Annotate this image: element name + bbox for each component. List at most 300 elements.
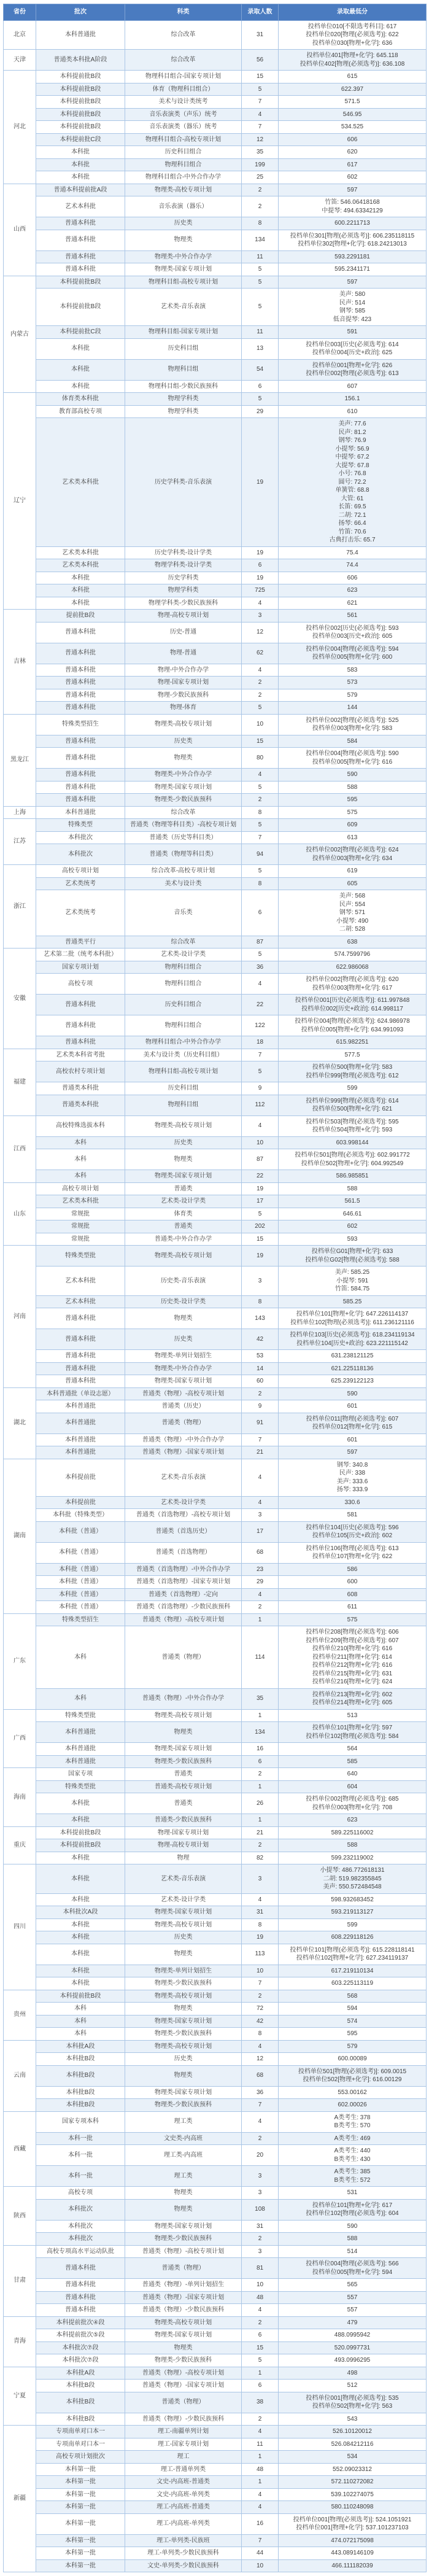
table-row (4, 949, 427, 961)
score-line: 钢琴: 340.8 (336, 1461, 368, 1468)
table-row (4, 2111, 427, 2132)
table-row (4, 2099, 427, 2112)
category-cell: 物理类-高校专项计划 (125, 184, 242, 196)
count-cell: 11 (242, 326, 279, 339)
batch-cell: 高校专项 (36, 2187, 125, 2200)
batch-cell: 本科 (36, 1688, 125, 1709)
count-cell: 19 (242, 1931, 279, 1944)
category-cell: 普通类-中外合作办学 (125, 1233, 242, 1246)
score-line: 144 (347, 704, 358, 711)
category-cell: 物理类-单列计划招生 (125, 1350, 242, 1363)
category-cell: 普通类（历史） (125, 1400, 242, 1413)
table-row (4, 1521, 427, 1542)
score-line: 573 (347, 679, 358, 686)
score-line: 617.219110134 (331, 1967, 374, 1974)
score-line: 单簧管: 68.8 (335, 487, 369, 494)
count-cell: 16 (242, 1743, 279, 1756)
table-row (4, 359, 427, 380)
batch-cell: 提前批B段 (36, 610, 125, 623)
min-score-cell (279, 1542, 427, 1563)
batch-cell: 本科批 (36, 359, 125, 380)
score-line: 512 (347, 2382, 358, 2389)
batch-cell: 普通本科批 (36, 1308, 125, 1329)
table-row (4, 1814, 427, 1827)
count-cell: 22 (242, 995, 279, 1015)
min-score-cell (279, 794, 427, 807)
batch-cell: 艺术类本科批 (36, 559, 125, 572)
min-score-cell (279, 2559, 427, 2572)
batch-cell: 普通本科批 (36, 1036, 125, 1049)
min-score-cell (279, 2291, 427, 2304)
table-row (4, 2003, 427, 2015)
batch-cell: 普通本科批 (36, 230, 125, 250)
score-line: 622.397 (341, 85, 364, 93)
table-row (4, 1755, 427, 1768)
score-line: 572.110272082 (331, 2478, 374, 2485)
batch-cell: 本科批 (36, 158, 125, 171)
count-cell: 21 (242, 1446, 279, 1459)
table-row (4, 597, 427, 610)
count-cell: 13 (242, 338, 279, 359)
min-score-cell (279, 1387, 427, 1400)
table-row (4, 2413, 427, 2426)
score-line: 586 (347, 1565, 358, 1573)
category-cell: 物理类 (125, 230, 242, 250)
min-score-cell (279, 1233, 427, 1246)
batch-cell: 本科批次 (36, 844, 125, 865)
score-line: 565 (347, 2281, 358, 2288)
score-line: 投档单位003[物理+化学]: 708 (312, 1804, 393, 1811)
column-header-count: 录取人数 (242, 4, 279, 21)
table-row (4, 1446, 427, 1459)
table-row (4, 643, 427, 664)
min-score-cell (279, 2245, 427, 2258)
batch-cell: 普通本科批 (36, 2304, 125, 2317)
count-cell: 42 (242, 1329, 279, 1350)
min-score-cell (279, 1814, 427, 1827)
table-row (4, 1509, 427, 1522)
score-line: 民声: 81.2 (338, 429, 366, 436)
table-row (4, 1182, 427, 1195)
count-cell: 2 (242, 2233, 279, 2246)
score-line: 扬琴: 333.9 (336, 1486, 368, 1493)
score-line: 597 (347, 186, 358, 193)
batch-cell: 普通本科批 (36, 664, 125, 677)
table-row (4, 217, 427, 230)
min-score-cell (279, 1864, 427, 1894)
batch-cell: 本科批（普通） (36, 1588, 125, 1601)
min-score-cell (279, 380, 427, 393)
batch-cell: 本科第一批 (36, 2488, 125, 2501)
table-row (4, 2380, 427, 2392)
batch-cell: 本科提前批次⑤段 (36, 2329, 125, 2342)
batch-cell: 本科第一批 (36, 2534, 125, 2547)
category-cell: 物理-普通 (125, 643, 242, 664)
category-cell: 物理 (125, 1852, 242, 1864)
batch-cell: 高校专项 (36, 974, 125, 995)
score-line: 投档单位005[物理+化学]: 594 (312, 2268, 393, 2276)
category-cell: 物理类-高校专项计划 (125, 1115, 242, 1136)
count-cell: 54 (242, 359, 279, 380)
batch-cell: 本科 (36, 2003, 125, 2015)
table-row (4, 418, 427, 547)
score-line: 584 (347, 737, 358, 745)
count-cell: 7 (242, 1433, 279, 1446)
count-cell: 199 (242, 158, 279, 171)
count-cell: 68 (242, 2065, 279, 2086)
category-cell: 物理类 (125, 2187, 242, 2200)
min-score-cell (279, 1826, 427, 1839)
category-cell: 物理类-国家专项计划 (125, 1743, 242, 1756)
table-row (4, 1613, 427, 1626)
score-line: 552.09023312 (333, 2465, 372, 2473)
category-cell: 物理类-高校专项计划 (125, 1918, 242, 1931)
count-cell: 134 (242, 230, 279, 250)
min-score-cell (279, 1413, 427, 1433)
count-cell: 62 (242, 643, 279, 664)
table-row (4, 714, 427, 735)
count-cell: 108 (242, 2199, 279, 2220)
batch-cell: 普通本科提前批A段 (36, 184, 125, 196)
count-cell: 4 (242, 2501, 279, 2514)
score-line: 投档单位500[物理+化学]: 583 (312, 1064, 393, 1071)
batch-cell: 本科批 (36, 1793, 125, 1814)
score-line: 597 (347, 1449, 358, 1456)
batch-cell: 普通类本科批A阶段 (36, 50, 125, 71)
category-cell: 物理科目组合-中外合作办学 (125, 1036, 242, 1049)
category-cell: 综合改革-高校专项计划 (125, 865, 242, 878)
table-row (4, 1839, 427, 1852)
category-cell: 物理类 (125, 1722, 242, 1743)
batch-cell: 本科批 (36, 1977, 125, 1990)
table-row (4, 1082, 427, 1095)
table-row (4, 559, 427, 572)
score-line: 投档单位004[历史+政治]: 625 (312, 349, 393, 356)
category-cell: 物理学科类 (125, 405, 242, 418)
batch-cell: 艺术类本科批 (36, 546, 125, 559)
min-score-cell (279, 622, 427, 643)
category-cell: 普通类-高校专项计划 (125, 1780, 242, 1793)
count-cell: 10 (242, 1965, 279, 1977)
score-line: B类考生: 570 (334, 2122, 371, 2129)
min-score-cell (279, 1170, 427, 1183)
min-score-cell (279, 831, 427, 844)
table-row (4, 2304, 427, 2317)
category-cell: 物理科目组合 (125, 1015, 242, 1036)
score-line: 640 (347, 1771, 358, 1777)
count-cell: 25 (242, 171, 279, 184)
min-score-cell (279, 2028, 427, 2041)
category-cell: 物理-高校专项计划 (125, 1839, 242, 1852)
min-score-cell (279, 2476, 427, 2489)
batch-cell: 本科 (36, 2028, 125, 2041)
count-cell: 56 (242, 50, 279, 71)
table-row (4, 1220, 427, 1233)
province-cell: 海南 (4, 1768, 36, 1827)
table-row (4, 2279, 427, 2292)
table-row (4, 890, 427, 936)
count-cell: 4 (242, 1588, 279, 1601)
category-cell: 理工类 (125, 2166, 242, 2187)
min-score-cell (279, 1977, 427, 1990)
count-cell: 2 (242, 1768, 279, 1781)
score-line: 小提琴: 56.9 (335, 445, 369, 452)
table-row (4, 1433, 427, 1446)
category-cell: 理工 (125, 2451, 242, 2464)
table-row (4, 184, 427, 196)
count-cell: 19 (242, 1246, 279, 1267)
min-score-cell (279, 1906, 427, 1919)
batch-cell: 艺术本科批 (36, 1267, 125, 1296)
province-cell: 江西 (4, 1115, 36, 1182)
score-line: 607 (347, 382, 358, 390)
min-score-cell (279, 2354, 427, 2367)
min-score-cell (279, 1362, 427, 1375)
batch-cell: 本科提前批次④段 (36, 2316, 125, 2329)
min-score-cell (279, 714, 427, 735)
province-cell: 内蒙古 (4, 276, 36, 393)
score-line: 600.00089 (338, 2055, 367, 2062)
count-cell: 15 (242, 1233, 279, 1246)
category-cell: 普通类（历史等科目类） (125, 831, 242, 844)
batch-cell: 本科普通批 (36, 1722, 125, 1743)
min-score-cell (279, 2199, 427, 2220)
batch-cell: 普通本科批 (36, 250, 125, 263)
score-line: 531 (347, 2189, 358, 2196)
table-row (4, 1095, 427, 1115)
score-line: A类考生: 378 (334, 2114, 371, 2121)
count-cell: 31 (242, 20, 279, 50)
min-score-cell (279, 217, 427, 230)
min-score-cell (279, 1576, 427, 1589)
min-score-cell (279, 1049, 427, 1061)
province-cell: 新疆 (4, 2426, 36, 2572)
admission-table (3, 4, 427, 2572)
category-cell: 历史-普通 (125, 622, 242, 643)
category-cell: 音乐类 (125, 890, 242, 936)
score-line: 投档单位102[物理(必须选考)]: 604 (306, 2210, 399, 2217)
min-score-cell (279, 1459, 427, 1496)
score-line: 605 (347, 880, 358, 887)
table-row (4, 326, 427, 339)
batch-cell: 本科批次⑦段 (36, 2354, 125, 2367)
score-line: 601 (347, 1403, 358, 1410)
batch-cell: 本科 (36, 1626, 125, 1689)
batch-cell: 本科批次 (36, 2199, 125, 2220)
table-row (4, 2341, 427, 2354)
batch-cell: 普通本科批 (36, 735, 125, 748)
min-score-cell (279, 1944, 427, 1965)
table-row (4, 2354, 427, 2367)
score-line: 579 (347, 691, 358, 699)
count-cell: 26 (242, 1793, 279, 1814)
table-row (4, 263, 427, 276)
score-line: 620 (347, 149, 358, 155)
category-cell: 艺术类-音乐表演 (125, 289, 242, 326)
batch-cell: 普通本科批 (36, 217, 125, 230)
batch-cell: 艺术本科批 (36, 196, 125, 217)
count-cell: 3 (242, 610, 279, 623)
count-cell: 5 (242, 702, 279, 715)
score-line: 593.219113127 (331, 1909, 374, 1915)
count-cell: 18 (242, 1036, 279, 1049)
score-line: A类考生: 469 (334, 2135, 371, 2142)
score-line: 民声: 554 (339, 901, 366, 908)
table-row (4, 276, 427, 289)
score-line: 投档单位503[物理(必须选考)]: 595 (306, 1118, 399, 1125)
category-cell: 物理科目组 (125, 1095, 242, 1115)
batch-cell: 本科批B段 (36, 2413, 125, 2426)
score-line: 投档单位104[历史(必须选考)]: 596 (306, 1524, 399, 1531)
min-score-cell (279, 2015, 427, 2028)
count-cell: 12 (242, 622, 279, 643)
batch-cell: 本科 (36, 2015, 125, 2028)
count-cell: 2 (242, 1990, 279, 2003)
category-cell: 艺术类-设计学类 (125, 1893, 242, 1906)
count-cell: 4 (242, 1893, 279, 1906)
count-cell: 36 (242, 2086, 279, 2099)
count-cell: 3 (242, 2245, 279, 2258)
score-line: 586.985851 (336, 1173, 369, 1179)
min-score-cell (279, 702, 427, 715)
min-score-cell (279, 1521, 427, 1542)
min-score-cell (279, 338, 427, 359)
table-row (4, 2488, 427, 2501)
table-row (4, 1149, 427, 1170)
min-score-cell (279, 2258, 427, 2279)
table-row (4, 689, 427, 702)
batch-cell: 艺术类统考 (36, 877, 125, 890)
score-line: 投档单位999[物理(必须选考)]: 612 (306, 1072, 399, 1079)
score-line: 投档单位103[历史(必须选考)]: 618.234119134 (290, 1332, 415, 1338)
count-cell: 36 (242, 961, 279, 974)
score-line: 投档单位001[历史(必须选考)]: 611.997848 (295, 997, 410, 1004)
category-cell: 文史-内高班-单列类 (125, 2488, 242, 2501)
table-row (4, 572, 427, 584)
category-cell: 历史科目组 (125, 1082, 242, 1095)
score-line: 小提琴: 591 (336, 1277, 369, 1284)
score-line: 599.232119002 (331, 1854, 374, 1861)
batch-cell: 高校特殊选拔本科 (36, 1115, 125, 1136)
min-score-cell (279, 584, 427, 597)
category-cell: 物理类 (125, 1149, 242, 1170)
province-cell: 辽宁 (4, 393, 36, 610)
batch-cell: 常规批 (36, 1220, 125, 1233)
table-row (4, 974, 427, 995)
category-cell: 历史科目组 (125, 338, 242, 359)
batch-cell: 艺术类本科批 (36, 418, 125, 547)
table-row (4, 584, 427, 597)
count-cell: 8 (242, 1918, 279, 1931)
batch-cell: 普通本科批 (36, 1015, 125, 1036)
batch-cell: 本科普通批 (36, 1400, 125, 1413)
category-cell: 历史学科类-音乐表演 (125, 418, 242, 547)
province-cell: 北京 (4, 20, 36, 50)
category-cell: 物理类-中外合作办学 (125, 250, 242, 263)
table-row (4, 1136, 427, 1149)
table-row (4, 2015, 427, 2028)
min-score-cell (279, 158, 427, 171)
count-cell: 1 (242, 2367, 279, 2380)
category-cell: 历史类-音乐表演 (125, 1267, 242, 1296)
table-row (4, 677, 427, 689)
score-line: 580.110248098 (331, 2504, 374, 2510)
score-line: 466.111182039 (331, 2562, 373, 2569)
score-line: 599 (347, 1921, 358, 1928)
score-line: 投档单位002[物理(必须选考)]: 620 (306, 976, 399, 983)
batch-cell: 普通本科批 (36, 2291, 125, 2304)
table-row (4, 995, 427, 1015)
min-score-cell (279, 1852, 427, 1864)
table-row (4, 622, 427, 643)
score-line: 投档单位011[物理(必须选考)]: 607 (306, 1415, 399, 1422)
category-cell: 物理类 (125, 2065, 242, 2086)
min-score-cell (279, 643, 427, 664)
min-score-cell (279, 769, 427, 782)
score-line: 投档单位301[物理(必须选考)]: 606.235118115 (290, 232, 415, 239)
batch-cell: 艺术第二批（统考本科批） (36, 949, 125, 961)
count-cell: 5 (242, 83, 279, 96)
min-score-cell (279, 2501, 427, 2514)
category-cell: 物理-体育 (125, 702, 242, 715)
min-score-cell (279, 2392, 427, 2413)
score-line: 585.25 (342, 1298, 362, 1305)
count-cell: 4 (242, 664, 279, 677)
score-line: 投档单位101[物理+化学]: 597 (312, 1724, 393, 1731)
min-score-cell (279, 1613, 427, 1626)
min-score-cell (279, 1433, 427, 1446)
count-cell: 3 (242, 1509, 279, 1522)
batch-cell: 本科提前批B段 (36, 1826, 125, 1839)
category-cell: 文史-单列类-少数民族预科 (125, 2559, 242, 2572)
min-score-cell (279, 1082, 427, 1095)
min-score-cell (279, 1195, 427, 1208)
category-cell: 艺术类-音乐表演 (125, 1459, 242, 1496)
score-line: 美声: 585.25 (334, 1269, 370, 1276)
count-cell: 3 (242, 2166, 279, 2187)
min-score-cell (279, 2547, 427, 2560)
count-cell: 1 (242, 2451, 279, 2464)
batch-cell: 本科提前批C段 (36, 326, 125, 339)
category-cell: 物理类-少数民族预科 (125, 794, 242, 807)
count-cell: 134 (242, 1722, 279, 1743)
table-row (4, 1688, 427, 1709)
table-row (4, 2065, 427, 2086)
score-line: 投档单位001[物理+化学]: 626 (312, 362, 393, 369)
batch-cell: 普通本科批 (36, 677, 125, 689)
count-cell: 16 (242, 2513, 279, 2534)
category-cell: 普通类（首选物理）-高校专项计划 (125, 1509, 242, 1522)
score-line: 75.4 (346, 549, 358, 556)
score-line: 投档单位003[历史(必须选考)]: 614 (306, 341, 399, 348)
table-row (4, 610, 427, 623)
score-line: 595.2341171 (334, 266, 370, 273)
table-row (4, 289, 427, 326)
score-line: 投档单位212[物理+化学]: 616 (312, 1662, 393, 1669)
score-line: 621.225118136 (331, 1365, 374, 1372)
category-cell: 物理学科类 (125, 584, 242, 597)
min-score-cell (279, 50, 427, 71)
min-score-cell (279, 1061, 427, 1082)
min-score-cell (279, 1563, 427, 1576)
score-line: 投档单位001[物理(必须选考)]: 524.1051921 (293, 2516, 412, 2523)
count-cell: 29 (242, 1576, 279, 1589)
count-cell: 4 (242, 2304, 279, 2317)
category-cell: 历史类-设计学类 (125, 1295, 242, 1308)
category-cell: 艺术类-设计学类 (125, 1496, 242, 1509)
score-line: 投档单位002[历史+政治]: 614.998117 (301, 1005, 403, 1012)
category-cell: 普通类（物理） (125, 1626, 242, 1689)
